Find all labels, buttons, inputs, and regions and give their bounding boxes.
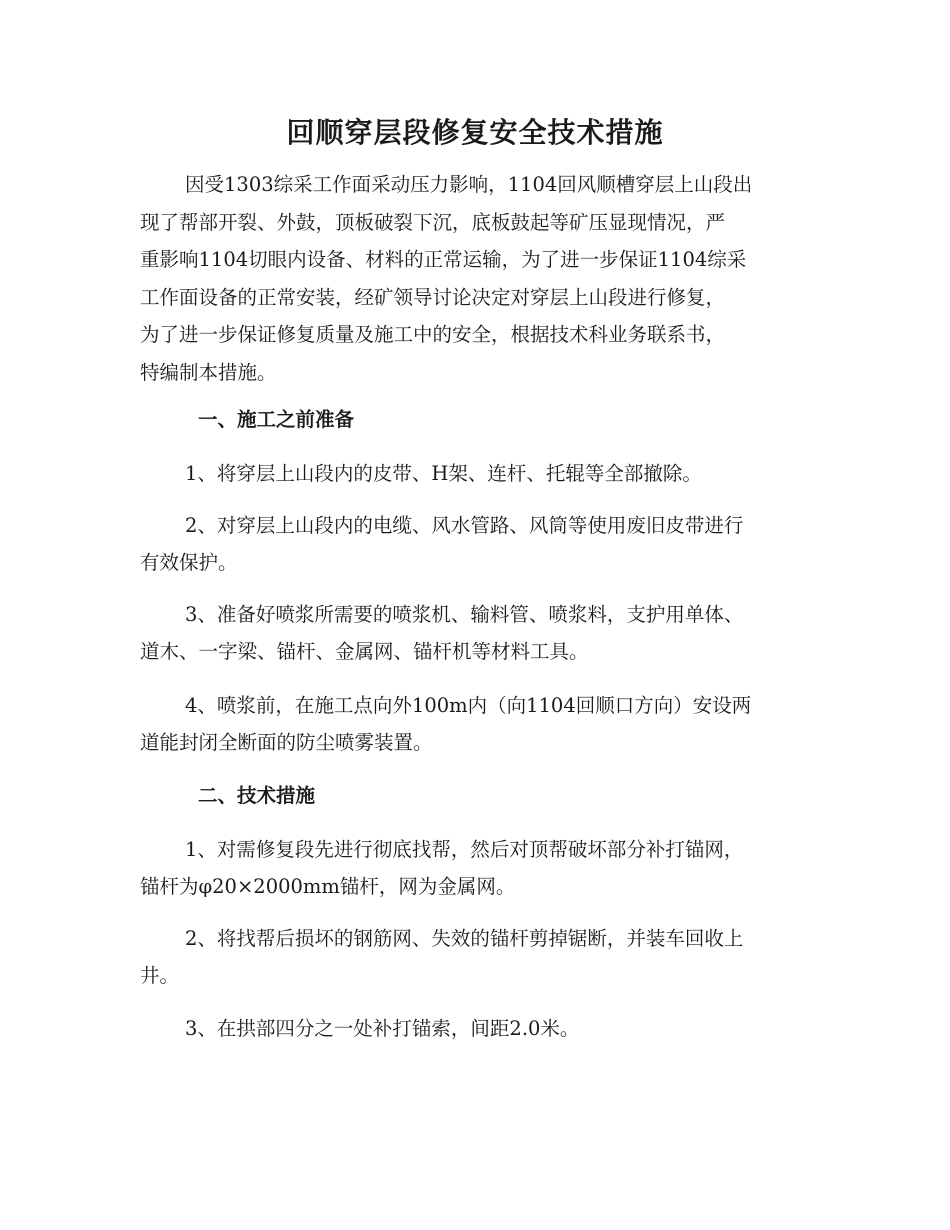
item-line: 1、将穿层上山段内的皮带、H架、连杆、托辊等全部撤除。 xyxy=(185,462,702,485)
item-line: 井。 xyxy=(140,964,180,987)
intro-line: 工作面设备的正常安装，经矿领导讨论决定对穿层上山段进行修复， xyxy=(140,285,726,309)
item-line: 道木、一字梁、锚杆、金属网、锚杆机等材料工具。 xyxy=(140,640,589,663)
section2-heading: 二、技术措施 xyxy=(198,784,316,807)
section2-item-3 xyxy=(140,1010,820,1047)
intro-line: 重影响1104切眼内设备、材料的正常运输，为了进一步保证1104综采 xyxy=(140,248,747,271)
section1-heading: 一、施工之前准备 xyxy=(198,408,355,431)
section1-item-3 xyxy=(140,596,820,670)
item-line: 2、对穿层上山段内的电缆、风水管路、风筒等使用废旧皮带进行 xyxy=(185,514,744,537)
intro-line: 现了帮部开裂、外鼓，顶板破裂下沉，底板鼓起等矿压显现情况，严 xyxy=(140,210,726,234)
intro-line: 因受1303综采工作面采动压力影响，1104回风顺槽穿层上山段出 xyxy=(185,173,753,196)
intro-paragraph xyxy=(140,166,820,391)
intro-line: 为了进一步保证修复质量及施工中的安全，根据技术科业务联系书， xyxy=(140,323,726,346)
section2-item-1 xyxy=(140,831,820,905)
item-line: 道能封闭全断面的防尘喷雾装置。 xyxy=(140,731,433,754)
section1-item-1 xyxy=(140,455,820,492)
item-line: 锚杆为φ20×2000mm锚杆，网为金属网。 xyxy=(140,875,516,898)
section1-item-4 xyxy=(140,687,820,761)
item-line: 2、将找帮后损坏的钢筋网、失效的锚杆剪掉锯断，并装车回收上 xyxy=(185,927,744,950)
item-line: 有效保护。 xyxy=(140,551,238,574)
section2-item-2 xyxy=(140,920,820,994)
item-line: 3、在拱部四分之一处补打锚索，间距2.0米。 xyxy=(185,1017,580,1040)
section1-item-2 xyxy=(140,507,820,581)
item-line: 4、喷浆前，在施工点向外100m内（向1104回顺口方向）安设两 xyxy=(185,694,752,717)
intro-line: 特编制本措施。 xyxy=(140,360,277,384)
item-line: 3、准备好喷浆所需要的喷浆机、输料管、喷浆料，支护用单体、 xyxy=(185,603,744,626)
item-line: 1、对需修复段先进行彻底找帮，然后对顶帮破坏部分补打锚网， xyxy=(185,838,744,861)
document-title: 回顺穿层段修复安全技术措施 xyxy=(286,116,664,149)
